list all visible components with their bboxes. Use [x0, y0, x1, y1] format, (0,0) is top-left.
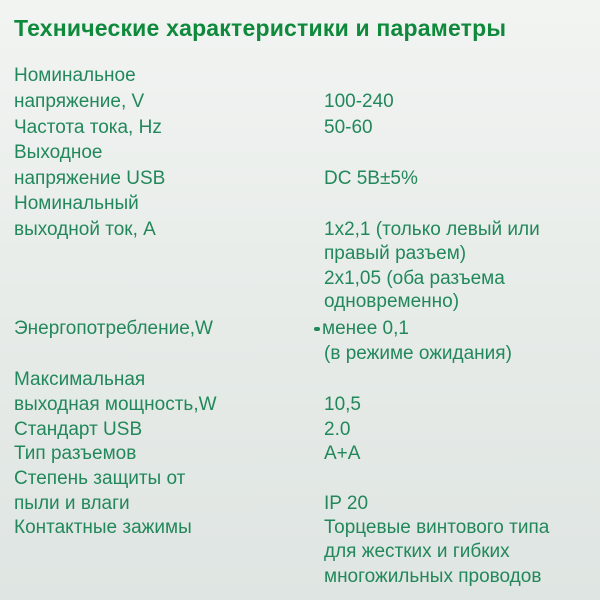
spec-label: Номинальный [14, 193, 139, 214]
spec-label: Энергопотребление,W [14, 318, 213, 339]
spec-label: Контактные зажимы [14, 517, 192, 538]
spec-value: Торцевые винтового типа [324, 517, 550, 538]
spec-value: DC 5B±5% [324, 168, 418, 189]
spec-label: Степень защиты от [14, 468, 186, 489]
spec-value: 2х1,05 (оба разъема [324, 268, 505, 289]
spec-label: выходной ток, А [14, 219, 156, 240]
spec-label: напряжение USB [14, 168, 166, 189]
spec-value: правый разъем) [324, 243, 467, 264]
spec-value: IP 20 [324, 493, 369, 514]
spec-label: Выходное [14, 142, 103, 163]
spec-value: многожильных проводов [324, 566, 542, 587]
spec-value: 1х2,1 (только левый или [324, 219, 540, 240]
spec-value: 2.0 [324, 419, 351, 440]
spec-value: для жестких и гибких [324, 541, 510, 562]
bullet-mark [314, 327, 320, 331]
spec-value: одновременно) [324, 291, 460, 312]
page-title: Технические характеристики и параметры [14, 15, 507, 41]
spec-label: Стандарт USB [14, 419, 143, 440]
spec-value: (в режиме ожидания) [324, 343, 512, 364]
spec-label: выходная мощность,W [14, 394, 217, 415]
spec-value: 10,5 [324, 394, 361, 415]
spec-value: 50-60 [324, 117, 373, 138]
spec-value [314, 318, 409, 340]
spec-label: Максимальная [14, 369, 146, 390]
spec-label: Номинальное [14, 65, 136, 86]
spec-label: Частота тока, Hz [14, 117, 162, 138]
spec-label: Тип разъемов [14, 443, 137, 464]
spec-value: 100-240 [324, 91, 394, 112]
spec-label: напряжение, V [14, 91, 145, 112]
spec-value-text: менее 0,1 [322, 318, 409, 339]
spec-label: пыли и влаги [14, 493, 130, 514]
spec-value: А+А [324, 443, 361, 464]
